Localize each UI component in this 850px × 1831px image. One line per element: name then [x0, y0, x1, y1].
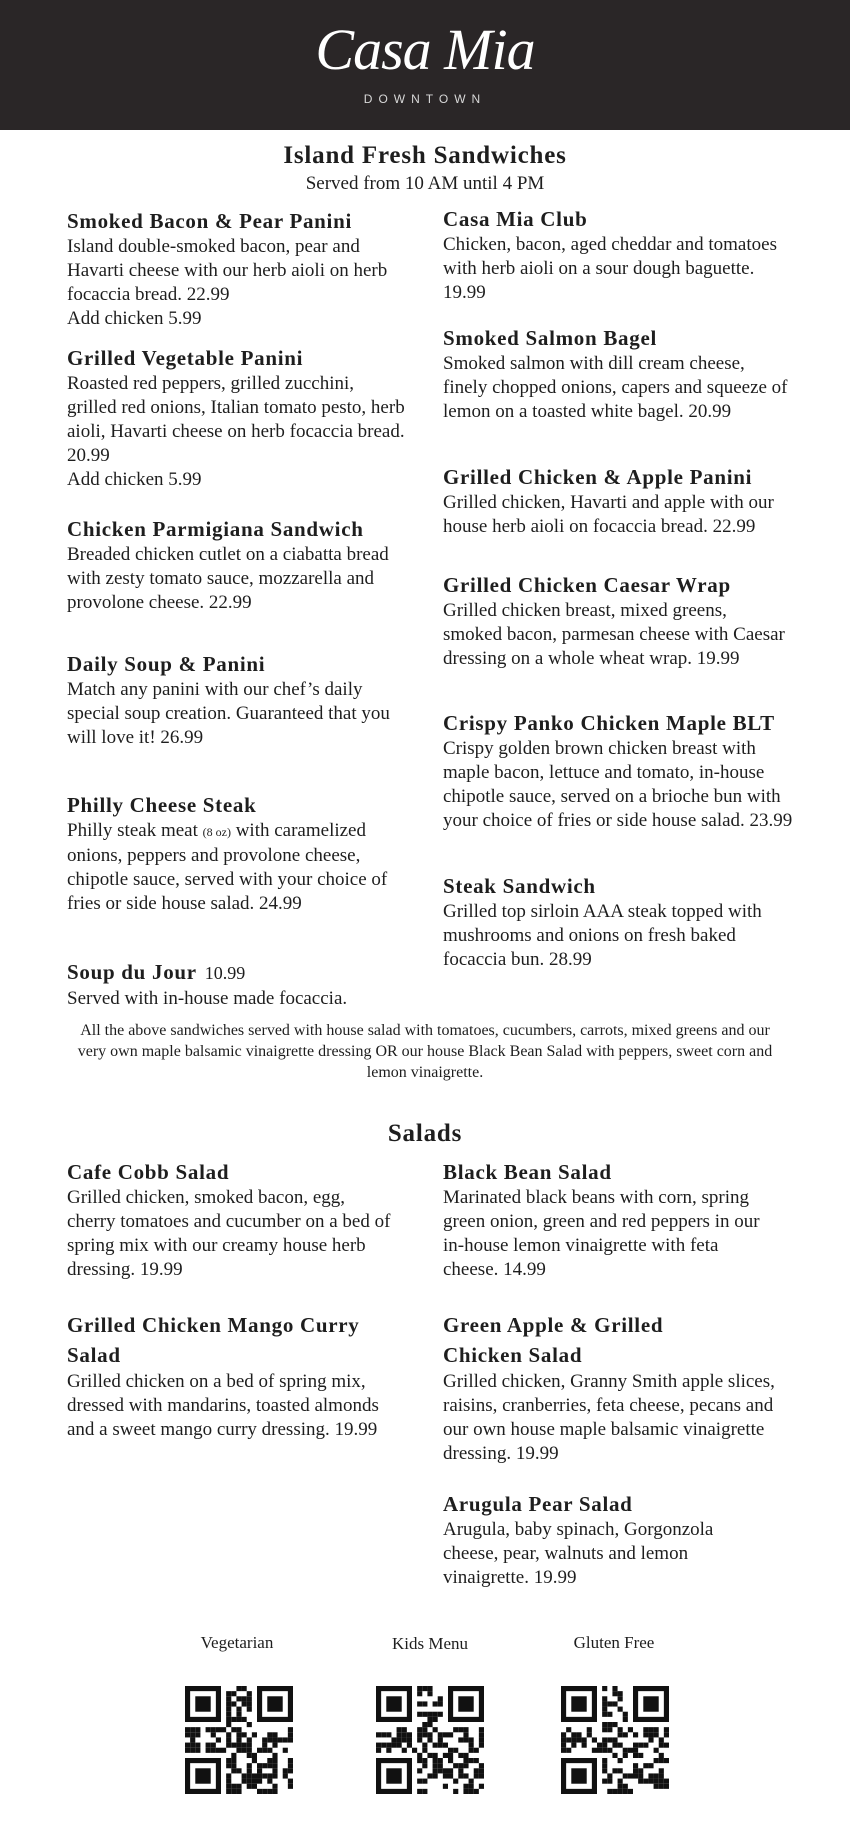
menu-item — [67, 344, 407, 492]
menu-item — [443, 709, 793, 833]
qr-code-kids-menu-icon[interactable] — [376, 1686, 484, 1794]
menu-item — [443, 571, 788, 671]
item-name: Cafe Cobb Salad — [67, 1160, 230, 1184]
item-description: Roasted red peppers, grilled zucchini, grilled red onions, Italian tomato pesto, herb aioli, Havarti cheese on herb focaccia bread. 20.99 — [67, 373, 405, 466]
header-banner — [0, 0, 850, 130]
qr-code-gluten-free-icon[interactable] — [561, 1686, 669, 1794]
menu-item — [443, 872, 788, 972]
qr-code-vegetarian-icon[interactable] — [185, 1686, 293, 1794]
menu-item — [443, 1310, 775, 1466]
sandwiches-subtitle: Served from 10 AM until 4 PM — [305, 173, 545, 194]
menu-item — [67, 207, 407, 331]
item-name: Grilled Chicken Caesar Wrap — [443, 573, 731, 597]
item-description: Marinated black beans with corn, spring green onion, green and red peppers in our in-house lemon vinaigrette with feta cheese. 14.99 — [443, 1187, 760, 1280]
menu-item — [67, 1158, 397, 1282]
item-name: Steak Sandwich — [443, 874, 596, 898]
item-description: Grilled chicken on a bed of spring mix, dressed with mandarins, toasted almonds and a sweet mango curry dressing. 19.99 — [67, 1371, 379, 1440]
item-description: Island double-smoked bacon, pear and Havarti cheese with our herb aioli on herb focaccia bread. 22.99 — [67, 236, 388, 305]
qr-label-gluten-free: Gluten Free — [573, 1633, 655, 1652]
menu-item — [443, 205, 788, 305]
sandwiches-footnote: All the above sandwiches served with house salad with tomatoes, cucumbers, carrots, mixed greens and our very own maple balsamic vinaigrette dressing OR our house Black Bean Salad with peppers, sweet corn and lemon vinaigrette. — [77, 1022, 773, 1081]
item-description: Served with in-house made focaccia. — [67, 988, 348, 1009]
salads-title: Salads — [387, 1120, 463, 1147]
menu-item — [67, 650, 407, 750]
item-name: Soup du Jour 10.99 — [67, 960, 246, 984]
qr-label-vegetarian: Vegetarian — [200, 1633, 274, 1652]
item-description: Grilled chicken, Granny Smith apple slices, raisins, cranberries, feta cheese, pecans and our own house maple balsamic vinaigrette dressing. 19.99 — [443, 1371, 775, 1464]
item-description: Breaded chicken cutlet on a ciabatta bread with zesty tomato sauce, mozzarella and provolone cheese. 22.99 — [67, 544, 389, 613]
item-name: Black Bean Salad — [443, 1160, 612, 1184]
item-addon: Add chicken 5.99 — [67, 469, 202, 490]
item-name: Chicken Parmigiana Sandwich — [67, 517, 364, 541]
item-description: Grilled chicken, Havarti and apple with our house herb aioli on focaccia bread. 22.99 — [443, 492, 774, 537]
item-name: Smoked Salmon Bagel — [443, 326, 657, 350]
qr-label-kids-menu: Kids Menu — [391, 1634, 469, 1653]
menu-item — [67, 1310, 407, 1442]
item-description: Grilled chicken, smoked bacon, egg, cherry tomatoes and cucumber on a bed of spring mix with our creamy house herb dressing. 19.99 — [67, 1187, 391, 1280]
item-description: Grilled top sirloin AAA steak topped with mushrooms and onions on fresh baked focaccia bun. 28.99 — [443, 901, 762, 970]
item-name: Philly Cheese Steak — [67, 793, 257, 817]
sandwiches-title: Island Fresh Sandwiches — [283, 142, 567, 169]
item-description: Grilled chicken breast, mixed greens, smoked bacon, parmesan cheese with Caesar dressing on a whole wheat wrap. 19.99 — [443, 600, 785, 669]
menu-item — [443, 463, 788, 539]
item-description: Philly steak meat (8 oz) with caramelized onions, peppers and provolone cheese, chipotle sauce, served with your choice of fries or side house salad. 24.99 — [67, 820, 388, 914]
menu-item — [67, 791, 407, 916]
item-name: Grilled Vegetable Panini — [67, 346, 304, 370]
item-description: Arugula, baby spinach, Gorgonzola cheese, pear, walnuts and lemon vinaigrette. 19.99 — [443, 1519, 714, 1588]
item-description: Match any panini with our chef’s daily special soup creation. Guaranteed that you will love it! 26.99 — [67, 679, 390, 748]
item-description: Chicken, bacon, aged cheddar and tomatoes with herb aioli on a sour dough baguette. 19.99 — [443, 234, 777, 303]
item-name: Daily Soup & Panini — [67, 652, 266, 676]
item-name: Crispy Panko Chicken Maple BLT — [443, 711, 775, 735]
item-name: Green Apple & Grilled Chicken Salad — [443, 1313, 664, 1367]
item-name: Smoked Bacon & Pear Panini — [67, 209, 352, 233]
menu-item — [443, 324, 793, 424]
item-name: Arugula Pear Salad — [443, 1492, 633, 1516]
item-name: Grilled Chicken & Apple Panini — [443, 465, 753, 489]
item-name: Casa Mia Club — [443, 207, 588, 231]
item-description: Smoked salmon with dill cream cheese, finely chopped onions, capers and squeeze of lemon on a toasted white bagel. 20.99 — [443, 353, 788, 422]
brand-logo: Casa Mia — [315, 17, 535, 82]
menu-item — [443, 1158, 773, 1282]
item-price: 10.99 — [204, 963, 246, 983]
item-description: Crispy golden brown chicken breast with maple bacon, lettuce and tomato, in-house chipotle sauce, served on a brioche bun with your choice of fries or side house salad. 23.99 — [443, 738, 793, 831]
menu-item — [443, 1490, 773, 1590]
brand-subtitle: DOWNTOWN — [363, 92, 487, 106]
menu-item — [67, 515, 407, 615]
menu-item — [67, 958, 427, 1011]
item-addon: Add chicken 5.99 — [67, 308, 202, 329]
item-name: Grilled Chicken Mango Curry Salad — [67, 1313, 360, 1367]
